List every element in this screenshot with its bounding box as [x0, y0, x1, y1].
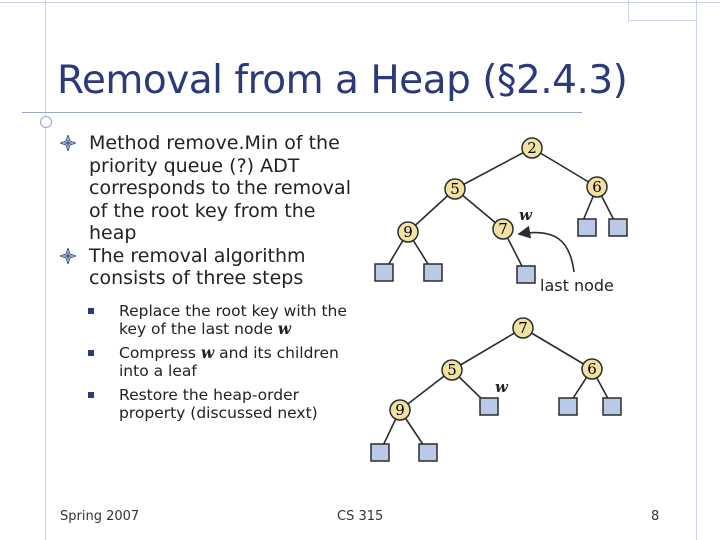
footer-date: Spring 2007	[60, 509, 140, 524]
bottom-node-left-left	[390, 400, 410, 420]
slide-title: Removal from a Heap (§2.4.3)	[57, 58, 628, 103]
svg-text:9: 9	[395, 401, 405, 419]
sub-bullet-text: Replace the root key with the key of the last node	[119, 301, 347, 338]
top-leaf	[424, 264, 442, 281]
sub-bullet-text: Restore the heap-order property (discussed next)	[119, 385, 318, 422]
top-node-left	[445, 179, 465, 199]
top-w-label: w	[519, 206, 532, 224]
bottom-leaf	[559, 398, 577, 415]
svg-text:6: 6	[592, 178, 602, 196]
bullet-text: Method remove.Min of the priority queue (?) ADT corresponds to the removal of the root key from the heap	[89, 132, 351, 244]
svg-text:5: 5	[450, 180, 460, 198]
top-node-last	[493, 219, 513, 239]
top-leaf	[517, 266, 535, 283]
svg-text:5: 5	[447, 361, 457, 379]
bottom-node-right	[582, 359, 602, 379]
svg-text:7: 7	[498, 220, 508, 238]
variable-w: w	[200, 342, 215, 362]
svg-text:9: 9	[403, 223, 413, 241]
svg-text:2: 2	[527, 139, 537, 157]
top-root-node	[522, 138, 542, 158]
top-leaf	[609, 219, 627, 236]
sub-bullet-text-tail: and its children into a leaf	[119, 343, 339, 380]
bullet-text: The removal algorithm consists of three steps	[89, 244, 306, 289]
top-leaf	[375, 264, 393, 281]
variable-w: w	[277, 319, 292, 338]
bottom-leaf	[371, 444, 389, 461]
last-node-label: last node	[540, 276, 614, 295]
svg-text:7: 7	[518, 319, 528, 337]
footer-course: CS 315	[337, 509, 384, 524]
top-node-right	[587, 177, 607, 197]
page-number: 8	[651, 509, 660, 524]
top-node-left-left	[398, 222, 418, 242]
bottom-leaf	[603, 398, 621, 415]
bottom-w-leaf	[480, 398, 498, 415]
bottom-w-label: w	[495, 378, 508, 396]
bottom-root-node	[513, 318, 533, 338]
bottom-node-left	[442, 360, 462, 380]
bottom-leaf	[419, 444, 437, 461]
top-leaf	[578, 219, 596, 236]
sub-bullet-text: Compress	[119, 343, 201, 362]
svg-text:6: 6	[587, 360, 597, 378]
